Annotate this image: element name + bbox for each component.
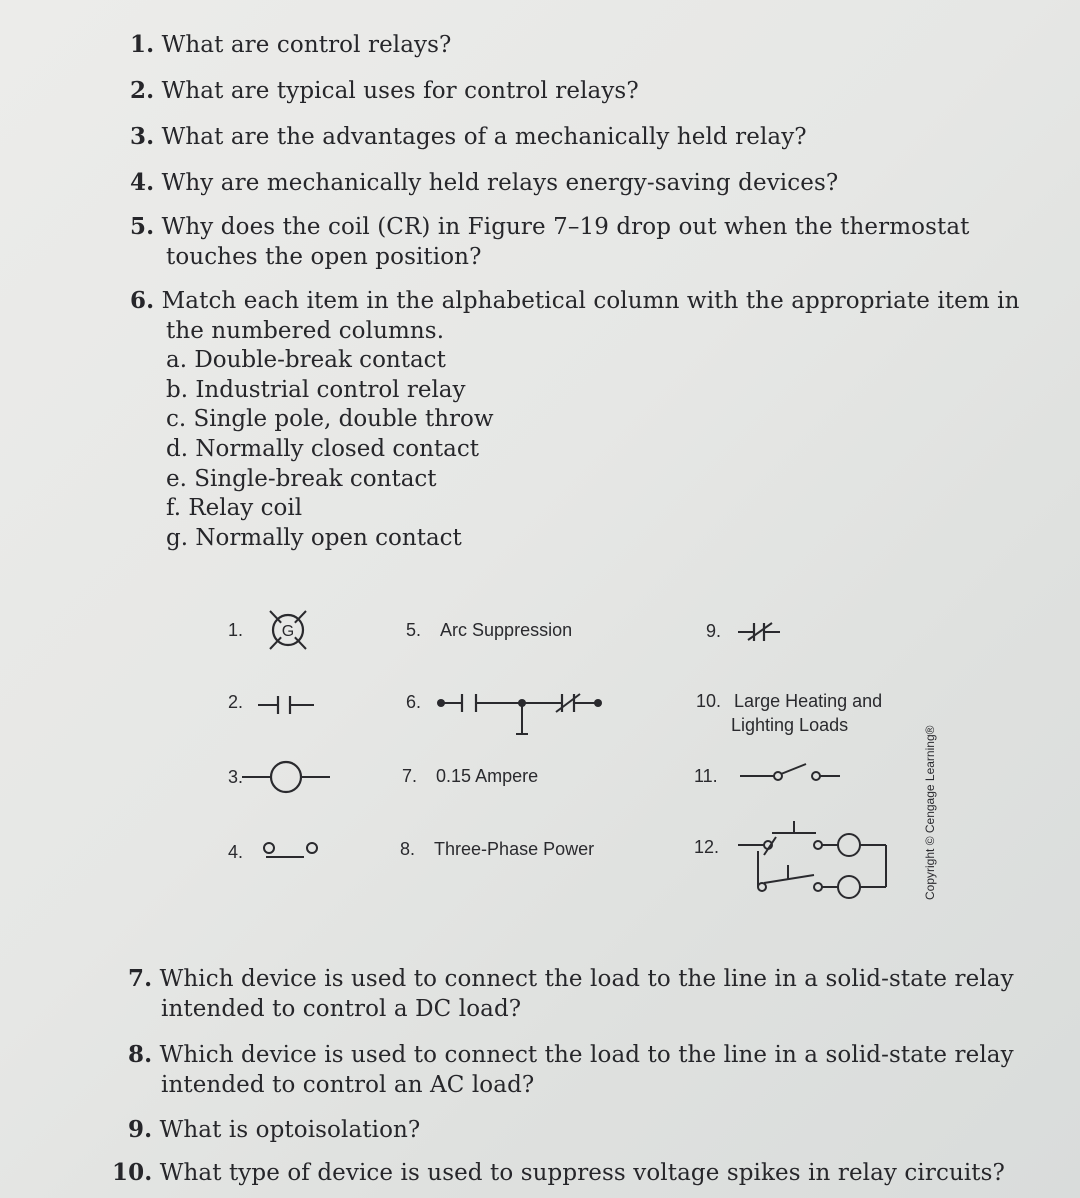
question-4 [130, 168, 838, 198]
symbol-number: 6. [406, 692, 422, 712]
question-number: 1. [130, 31, 155, 58]
pilot-light-icon [264, 608, 314, 656]
question-number: 6. [130, 287, 155, 314]
symbol-item-6 [406, 692, 421, 713]
symbol-item-8 [400, 839, 594, 860]
symbol-number: 8. [400, 839, 416, 859]
symbol-item-7 [402, 766, 538, 787]
symbol-number: 9. [706, 621, 722, 641]
question-text: What are typical uses for control relays? [161, 78, 639, 104]
question-number: 5. [130, 213, 155, 240]
question-text: Which device is used to connect the load to the line in a solid-state relay [159, 966, 1014, 992]
question-5 [130, 212, 970, 272]
symbol-number: 11. [694, 766, 718, 786]
question-9 [128, 1115, 420, 1145]
question-text-continued: intended to control a DC load? [161, 996, 522, 1022]
copyright-notice: Copyright © Cengage Learning® [923, 725, 937, 900]
question-3 [130, 122, 807, 152]
question-text-continued: touches the open position? [166, 244, 482, 270]
no-nc-contact-pair-icon [436, 692, 616, 740]
symbol-number: 2. [228, 692, 244, 712]
symbol-item-3 [228, 767, 243, 788]
option-g: g. Normally open contact [166, 525, 462, 551]
symbol-number: 12. [694, 837, 720, 857]
question-10 [112, 1158, 1005, 1188]
option-c: c. Single pole, double throw [166, 406, 494, 432]
symbol-label: Arc Suppression [440, 620, 573, 640]
symbol-number: 7. [402, 766, 418, 786]
question-text: Which device is used to connect the load to the line in a solid-state relay [159, 1042, 1014, 1068]
option-a: a. Double-break contact [166, 347, 446, 373]
pilot-light-letter: G [281, 623, 295, 640]
question-text: What type of device is used to suppress voltage spikes in relay circuits? [159, 1160, 1005, 1186]
question-number: 10. [112, 1159, 153, 1186]
question-text: Match each item in the alphabetical column with the appropriate item in [161, 288, 1020, 314]
symbol-number: 4. [228, 842, 244, 862]
question-text: Why are mechanically held relays energy-saving devices? [161, 170, 839, 196]
question-number: 3. [130, 123, 155, 150]
question-text-continued: the numbered columns. [166, 318, 445, 344]
question-number: 7. [128, 965, 153, 992]
symbol-number: 3. [228, 767, 244, 787]
symbol-item-4 [228, 842, 243, 863]
option-b: b. Industrial control relay [166, 377, 466, 403]
question-1 [130, 30, 451, 60]
question-6 [130, 286, 1020, 346]
question-number: 2. [130, 77, 155, 104]
symbol-label: Three-Phase Power [434, 839, 595, 859]
symbol-number: 5. [406, 620, 422, 640]
question-8 [128, 1040, 1014, 1100]
symbol-item-9 [706, 621, 721, 642]
symbol-number: 1. [228, 620, 244, 640]
symbol-label: 0.15 Ampere [436, 766, 539, 786]
symbol-number: 10. [696, 691, 722, 711]
question-number: 4. [130, 169, 155, 196]
symbol-label-line-1: Large Heating and [734, 691, 883, 711]
symbol-item-11 [694, 766, 718, 787]
symbol-item-10 [696, 689, 882, 737]
symbol-item-5 [406, 620, 572, 641]
symbol-item-12 [694, 837, 719, 858]
question-text-continued: intended to control an AC load? [161, 1072, 535, 1098]
symbol-item-2 [228, 692, 243, 713]
nc-contact-icon [736, 621, 786, 643]
question-text: What is optoisolation? [159, 1117, 421, 1143]
symbol-label-line-2: Lighting Loads [731, 715, 849, 735]
symbol-item-1 [228, 620, 295, 641]
question-text: What are control relays? [161, 32, 452, 58]
question-2 [130, 76, 639, 106]
option-d: d. Normally closed contact [166, 436, 480, 462]
coil-icon [240, 760, 332, 794]
option-f: f. Relay coil [166, 495, 303, 521]
no-contact-icon [256, 694, 320, 716]
question-7 [128, 964, 1014, 1024]
question-number: 8. [128, 1041, 153, 1068]
question-text: Why does the coil (CR) in Figure 7–19 drop out when the thermostat [161, 214, 970, 240]
question-text: What are the advantages of a mechanically held relay? [161, 124, 807, 150]
single-break-switch-icon [738, 762, 848, 786]
option-e: e. Single-break contact [166, 466, 437, 492]
spdt-switch-icon [736, 817, 896, 901]
open-terminals-icon [262, 840, 322, 864]
question-number: 9. [128, 1116, 153, 1143]
